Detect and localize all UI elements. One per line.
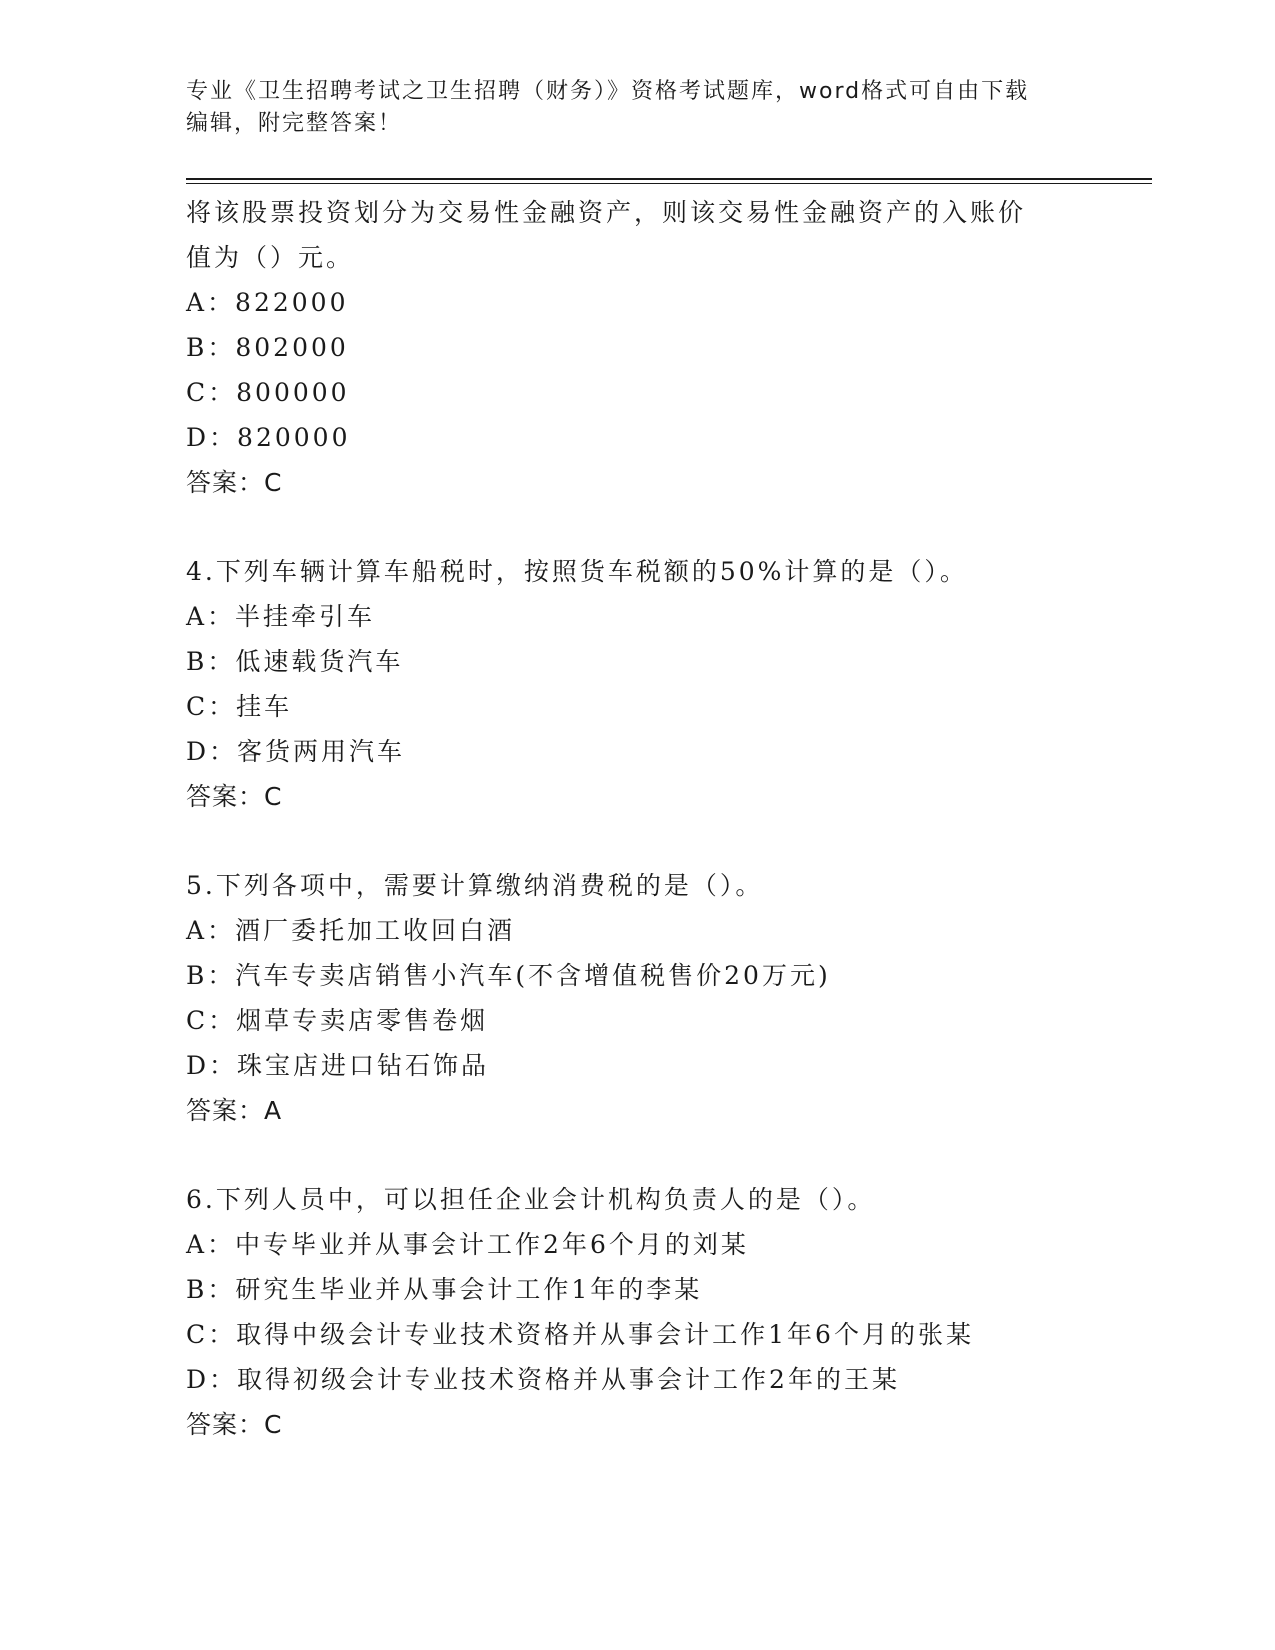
spacer xyxy=(186,1133,1152,1177)
answer-line: 答案：C xyxy=(186,1410,283,1439)
question-block-4 xyxy=(186,549,1152,819)
header-rule-thick xyxy=(186,178,1152,180)
option-b: B：汽车专卖店销售小汽车(不含增值税售价20万元) xyxy=(186,961,831,990)
header-rule-thin xyxy=(186,183,1152,184)
answer-line: 答案：A xyxy=(186,1096,283,1125)
option-b: B：低速载货汽车 xyxy=(186,647,404,676)
question-stem: 4.下列车辆计算车船税时，按照货车税额的50%计算的是（）。 xyxy=(186,557,968,586)
answer-line: 答案：C xyxy=(186,468,283,497)
option-a: A：中专毕业并从事会计工作2年6个月的刘某 xyxy=(186,1230,749,1259)
option-d: D：珠宝店进口钻石饰品 xyxy=(186,1051,490,1080)
option-b: B：802000 xyxy=(186,333,349,362)
question-stem: 将该股票投资划分为交易性金融资产，则该交易性金融资产的入账价 xyxy=(186,198,1027,227)
question-block-6 xyxy=(186,1177,1152,1447)
option-d: D：820000 xyxy=(186,423,351,452)
option-a: A：822000 xyxy=(186,288,349,317)
question-stem: 值为（）元。 xyxy=(186,243,355,272)
option-c: C：800000 xyxy=(186,378,350,407)
answer-line: 答案：C xyxy=(186,782,283,811)
option-c: C：烟草专卖店零售卷烟 xyxy=(186,1006,489,1035)
spacer xyxy=(186,819,1152,863)
option-b: B：研究生毕业并从事会计工作1年的李某 xyxy=(186,1275,703,1304)
option-d: D：客货两用汽车 xyxy=(186,737,406,766)
option-d: D：取得初级会计专业技术资格并从事会计工作2年的王某 xyxy=(186,1365,900,1394)
header-line-2: 编辑，附完整答案！ xyxy=(186,111,403,136)
option-a: A：半挂牵引车 xyxy=(186,602,376,631)
option-c: C：取得中级会计专业技术资格并从事会计工作1年6个月的张某 xyxy=(186,1320,974,1349)
question-stem: 5.下列各项中，需要计算缴纳消费税的是（）。 xyxy=(186,871,764,900)
document-header xyxy=(186,76,1086,140)
question-block-5 xyxy=(186,863,1152,1133)
question-block-continued xyxy=(186,190,1152,505)
header-line-1: 专业《卫生招聘考试之卫生招聘（财务）》资格考试题库，word格式可自由下载 xyxy=(186,79,1030,104)
question-content xyxy=(186,190,1152,1447)
spacer xyxy=(186,505,1152,549)
option-a: A：酒厂委托加工收回白酒 xyxy=(186,916,516,945)
option-c: C：挂车 xyxy=(186,692,293,721)
question-stem: 6.下列人员中，可以担任企业会计机构负责人的是（）。 xyxy=(186,1185,876,1214)
